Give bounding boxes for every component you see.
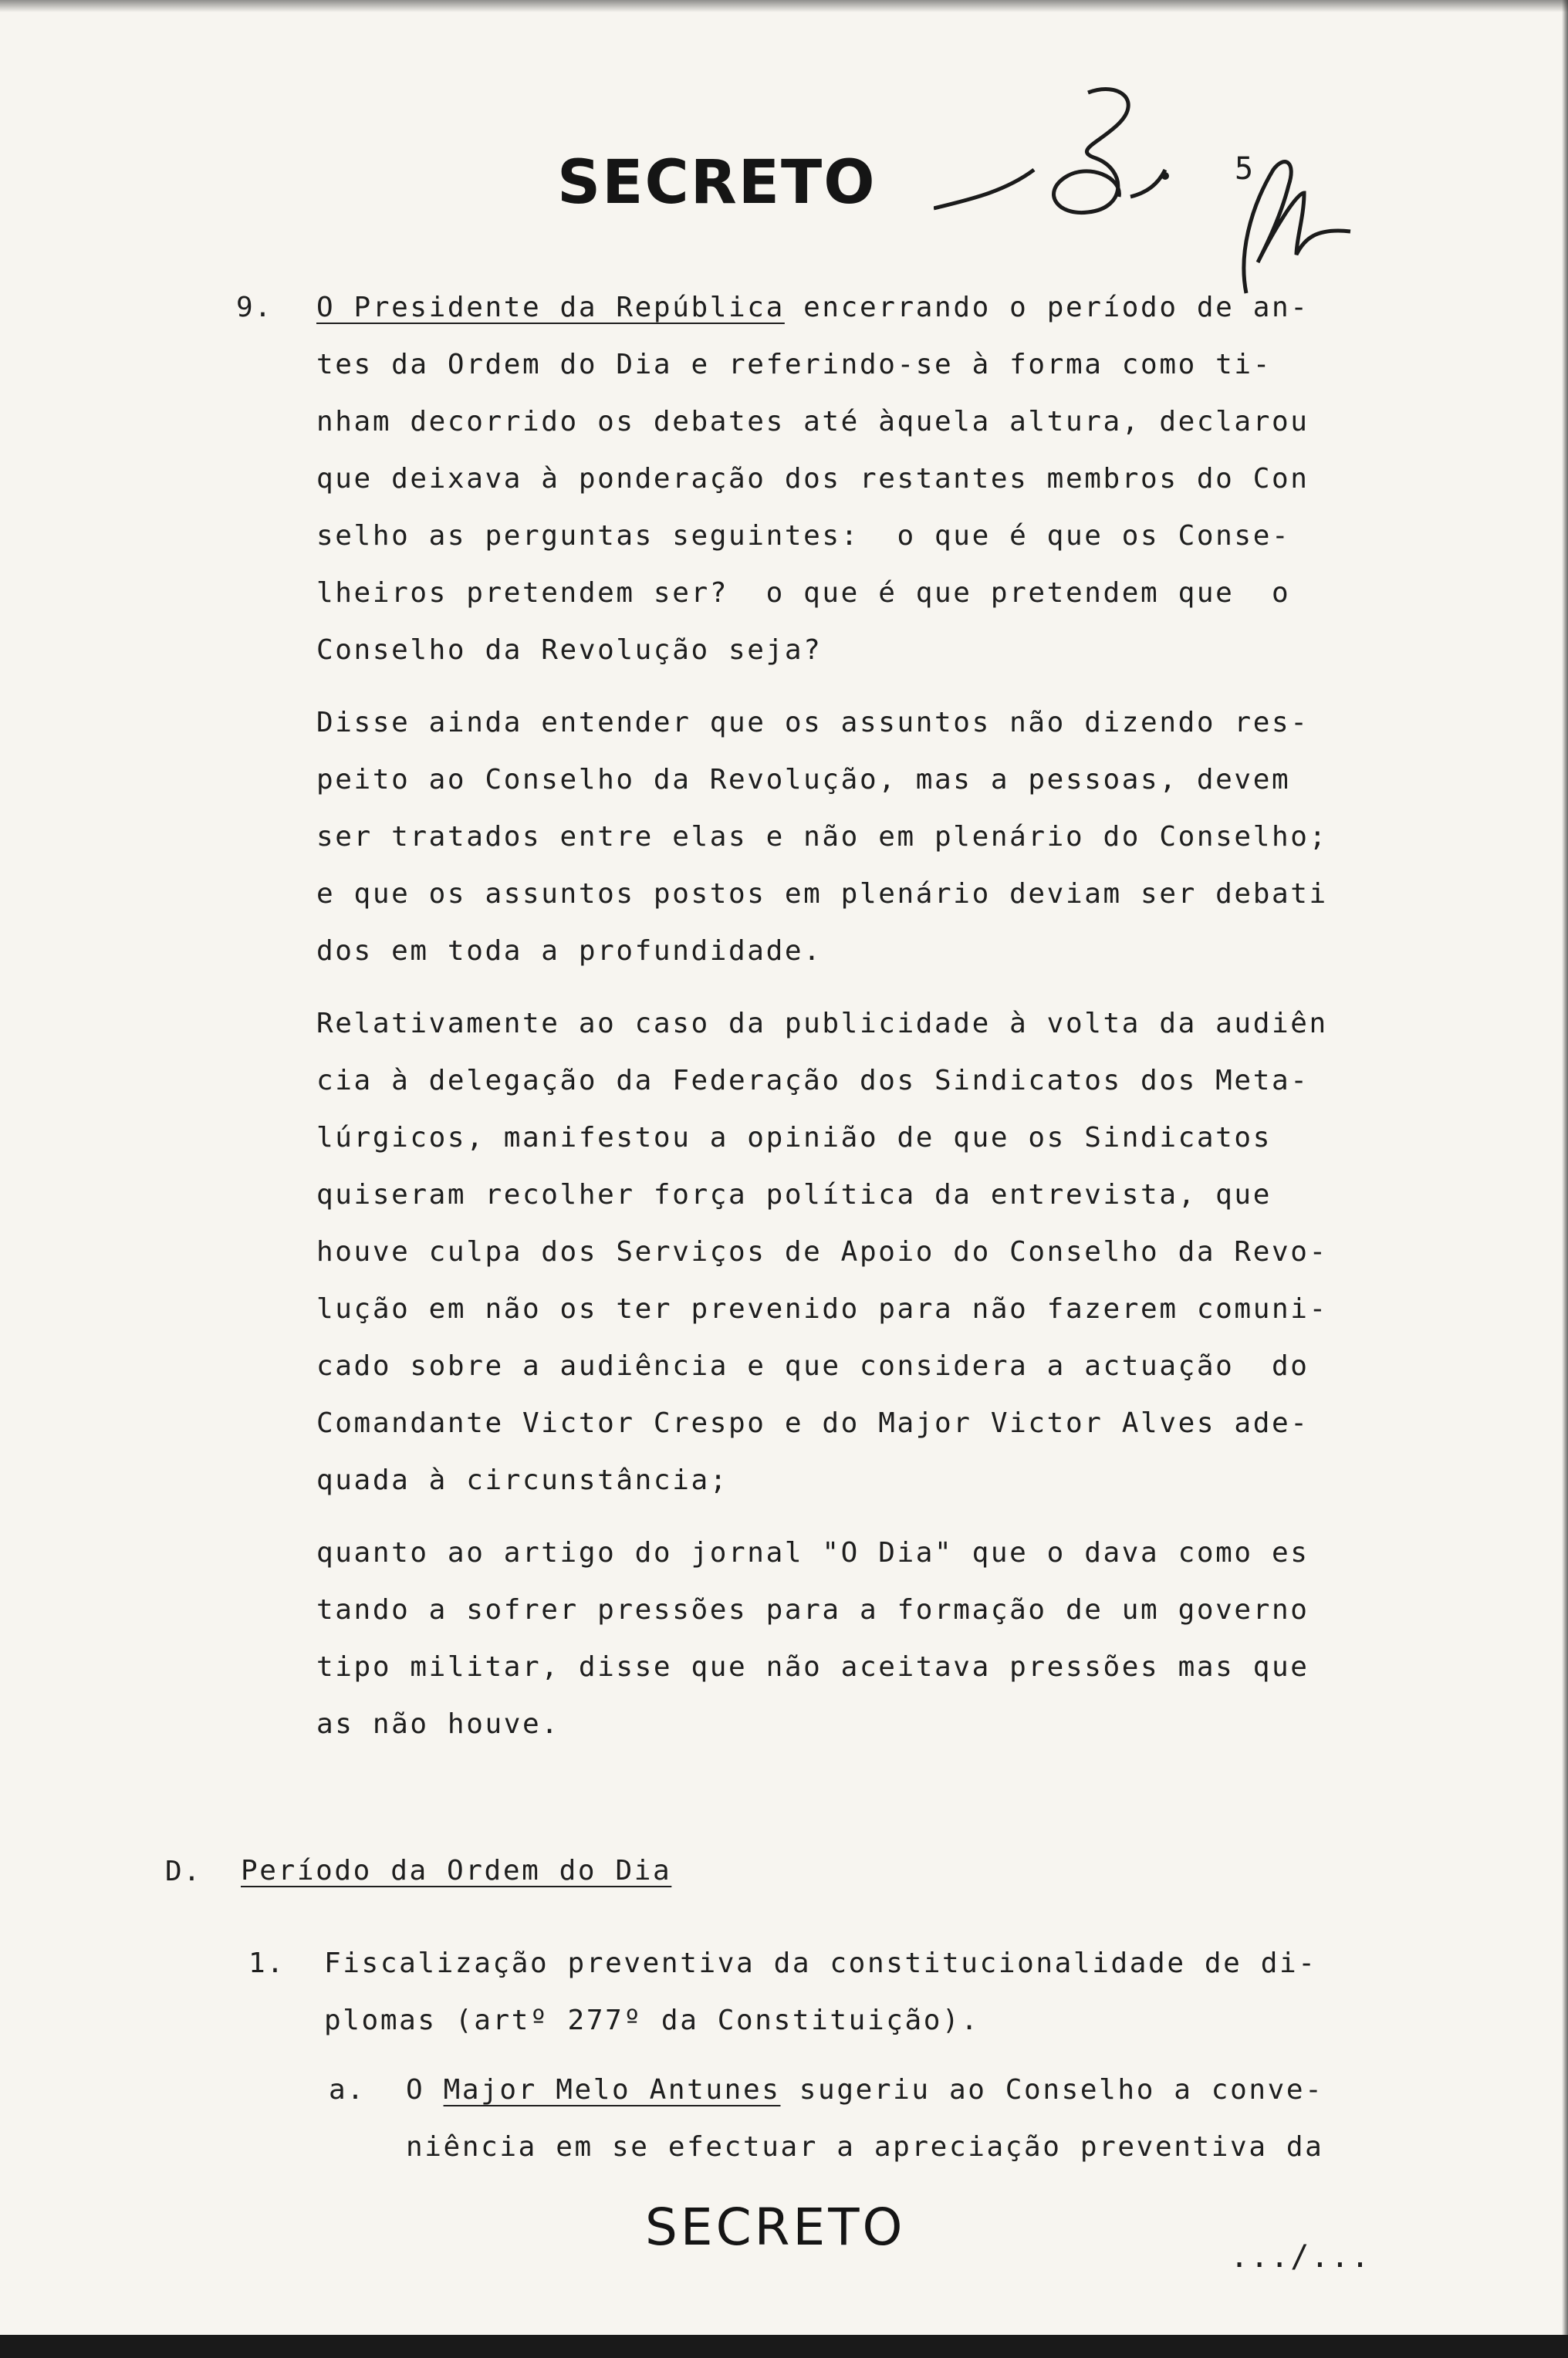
- item-a-letter: a.: [329, 2074, 366, 2106]
- item-9-p1-line-7: Conselho da Revolução seja?: [316, 634, 823, 666]
- president-reference: O Presidente da República: [316, 292, 785, 323]
- major-melo-antunes: Major Melo Antunes: [443, 2074, 781, 2106]
- item-9-p3-line-2: cia à delegação da Federação dos Sindicatos dos Meta-: [316, 1065, 1309, 1096]
- item-9-p1-line-2: tes da Ordem do Dia e referindo-se à forma como ti-: [316, 349, 1272, 380]
- item-9-p2-line-2: peito ao Conselho da Revolução, mas a pessoas, devem: [316, 764, 1291, 796]
- item-9-p2-line-4: e que os assuntos postos em plenário deviam ser debati: [316, 878, 1328, 910]
- item-9-p1-line-4: que deixava à ponderação dos restantes membros do Con: [316, 463, 1309, 495]
- item-9-p2-line-3: ser tratados entre elas e não em plenário do Conselho;: [316, 821, 1328, 853]
- page-number: 5: [1235, 151, 1254, 187]
- item-9-p1-line-3: nham decorrido os debates até àquela altura, declarou: [316, 406, 1309, 437]
- item-9-p3-line-8: Comandante Victor Crespo e do Major Victor Alves ade-: [316, 1407, 1309, 1439]
- item-9-p3-line-5: houve culpa dos Serviços de Apoio do Conselho da Revo-: [316, 1236, 1328, 1268]
- item-a-line-2: niência em se efectuar a apreciação preventiva da: [406, 2131, 1324, 2163]
- item-1-number: 1.: [248, 1948, 286, 1979]
- item-9-p3-line-3: lúrgicos, manifestou a opinião de que os Sindicatos: [316, 1122, 1272, 1154]
- item-9-p1-line-5: selho as perguntas seguintes: o que é que os Conse-: [316, 520, 1291, 552]
- secret-stamp-bottom: SECRETO: [645, 2198, 906, 2257]
- section-d-letter: D.: [165, 1856, 202, 1887]
- section-d-title: Período da Ordem do Dia: [241, 1855, 672, 1887]
- scan-edge-top: [0, 0, 1568, 12]
- item-9-paragraph-1: O Presidente da República encerrando o período de an-: [316, 292, 1309, 323]
- item-1-line-2: plomas (artº 277º da Constituição).: [324, 2005, 980, 2036]
- scan-edge-right: [1562, 0, 1568, 2358]
- item-9-p2-line-1: Disse ainda entender que os assuntos não dizendo res-: [316, 707, 1309, 738]
- item-9-p2-line-5: dos em toda a profundidade.: [316, 935, 823, 967]
- item-9-p1-line-6: lheiros pretendem ser? o que é que pretendem que o: [316, 577, 1291, 609]
- item-9-number: 9.: [236, 292, 273, 323]
- item-9-p4-line-4: as não houve.: [316, 1708, 560, 1740]
- continuation-mark: .../...: [1230, 2239, 1371, 2275]
- item-9-p3-line-4: quiseram recolher força política da entrevista, que: [316, 1179, 1272, 1211]
- item-a-line-1: O Major Melo Antunes sugeriu ao Conselho a conve-: [406, 2074, 1324, 2106]
- scan-edge-bottom: [0, 2335, 1568, 2358]
- item-9-p4-line-1: quanto ao artigo do jornal "O Dia" que o dava como es: [316, 1537, 1309, 1569]
- item-9-p3-line-7: cado sobre a audiência e que considera a actuação do: [316, 1350, 1309, 1382]
- item-9-p4-line-2: tando a sofrer pressões para a formação de um governo: [316, 1594, 1309, 1626]
- secret-stamp-top: SECRETO: [557, 148, 877, 218]
- item-9-p4-line-3: tipo militar, disse que não aceitava pressões mas que: [316, 1651, 1309, 1683]
- item-9-p3-line-1: Relativamente ao caso da publicidade à volta da audiên: [316, 1008, 1328, 1039]
- item-9-p3-line-6: lução em não os ter prevenido para não fazerem comuni-: [316, 1293, 1328, 1325]
- item-1-line-1: Fiscalização preventiva da constitucionalidade de di-: [324, 1948, 1317, 1979]
- item-9-p3-line-9: quada à circunstância;: [316, 1464, 729, 1496]
